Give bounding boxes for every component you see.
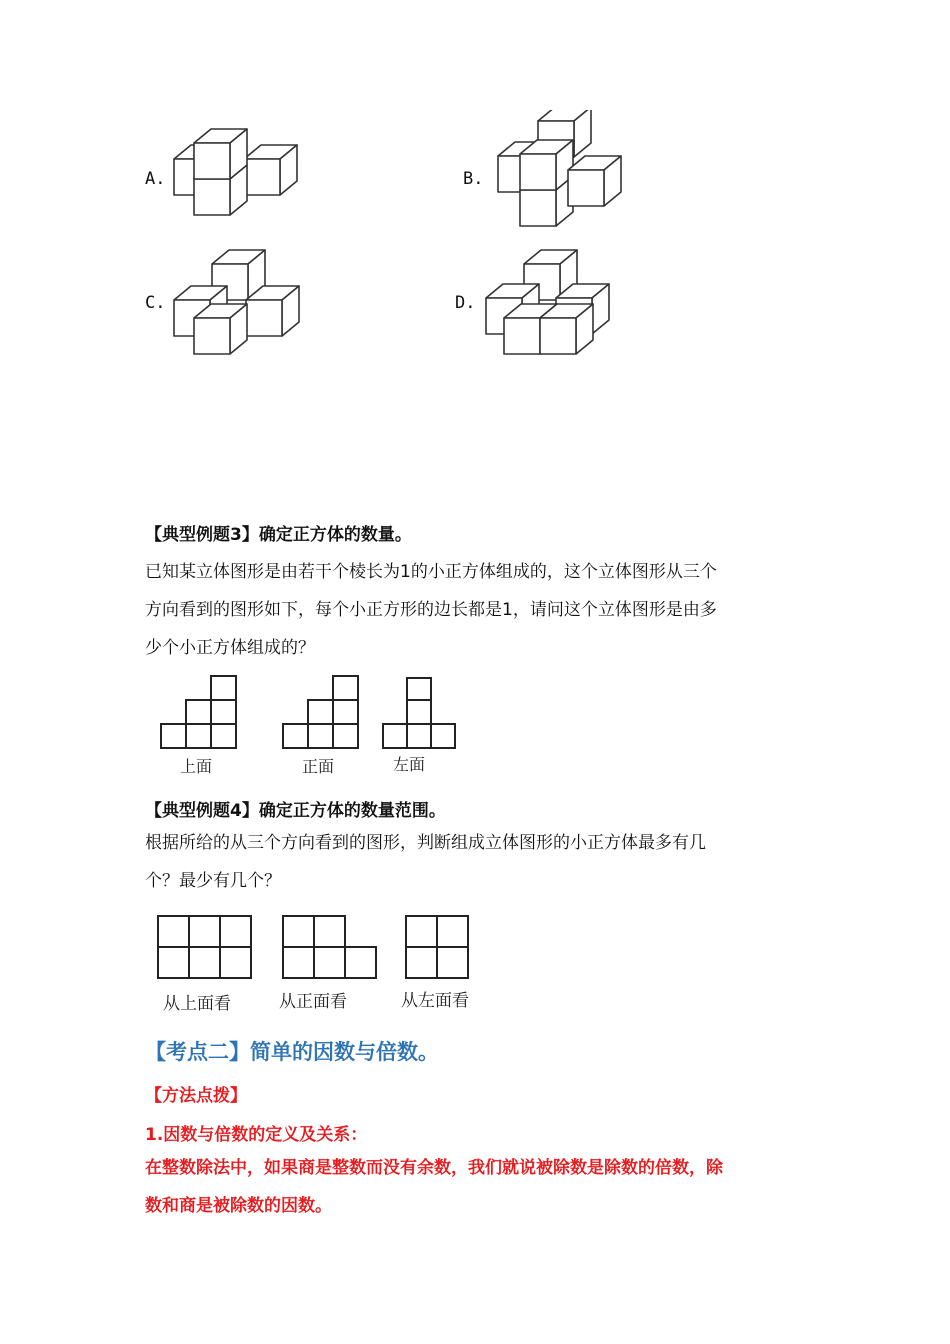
definition-line1: 在整数除法中，如果商是整数而没有余数，我们就说被除数是除数的倍数，除: [145, 1158, 723, 1178]
figure-c-cubes: [174, 250, 299, 354]
option-d-label: D.: [455, 293, 476, 313]
caption4-left: 从左面看: [401, 991, 469, 1011]
caption-front: 正面: [302, 757, 335, 776]
cube-face: [194, 143, 230, 179]
point1-heading: 1.因数与倍数的定义及关系：: [145, 1125, 368, 1145]
view-top-grid: [161, 676, 236, 748]
example4-line2: 个？最少有几个？: [145, 871, 281, 891]
example3-heading: 【典型例题3】确定正方体的数量。: [145, 525, 412, 545]
cube-face: [568, 170, 604, 206]
example3-views: [155, 668, 475, 754]
cube-face: [194, 318, 230, 354]
view4-left-grid: [406, 916, 468, 978]
option-b-label: B.: [463, 169, 484, 189]
cube-face: [244, 159, 280, 195]
view4-top-grid: [158, 916, 251, 978]
cube-face: [540, 318, 576, 354]
example4-views: [152, 910, 482, 985]
option-c-label: C.: [145, 293, 166, 313]
method-heading: 【方法点拨】: [145, 1086, 247, 1106]
view-front-grid: [283, 676, 358, 748]
caption4-top: 从上面看: [163, 994, 231, 1014]
figure-b-cubes: [498, 110, 621, 226]
cube-face: [194, 179, 230, 215]
cube-face: [520, 154, 556, 190]
cube-face: [504, 318, 540, 354]
example3-line2: 方向看到的图形如下，每个小正方形的边长都是1，请问这个立体图形是由多: [145, 600, 717, 620]
example4-line1: 根据所给的从三个方向看到的图形，判断组成立体图形的小正方体最多有几: [145, 833, 706, 853]
caption-top: 上面: [180, 757, 213, 776]
option-a-figure: [160, 115, 320, 230]
definition-text: [145, 1149, 825, 1225]
example3-line3: 少个小正方体组成的？: [145, 638, 315, 658]
example4-heading: 【典型例题4】确定正方体的数量范围。: [145, 801, 446, 821]
example3-text: [145, 553, 825, 667]
caption-left: 左面: [393, 755, 426, 774]
example4-text: [145, 824, 825, 900]
option-b-figure: [480, 110, 640, 235]
view-left-grid: [383, 678, 455, 748]
definition-line2: 数和商是被除数的因数。: [145, 1196, 332, 1216]
caption4-front: 从正面看: [279, 992, 347, 1012]
cube-face: [520, 190, 556, 226]
option-a-label: A.: [145, 169, 166, 189]
option-c-figure: [160, 238, 320, 363]
option-d-figure: [470, 238, 630, 363]
figure-a-cubes: [174, 129, 297, 215]
section2-title: 【考点二】简单的因数与倍数。: [145, 1040, 439, 1064]
figure-d-cubes: [486, 250, 609, 354]
view4-front-grid: [283, 916, 376, 978]
example3-line1: 已知某立体图形是由若干个棱长为1的小正方体组成的，这个立体图形从三个: [145, 562, 717, 582]
cube-face: [246, 300, 282, 336]
